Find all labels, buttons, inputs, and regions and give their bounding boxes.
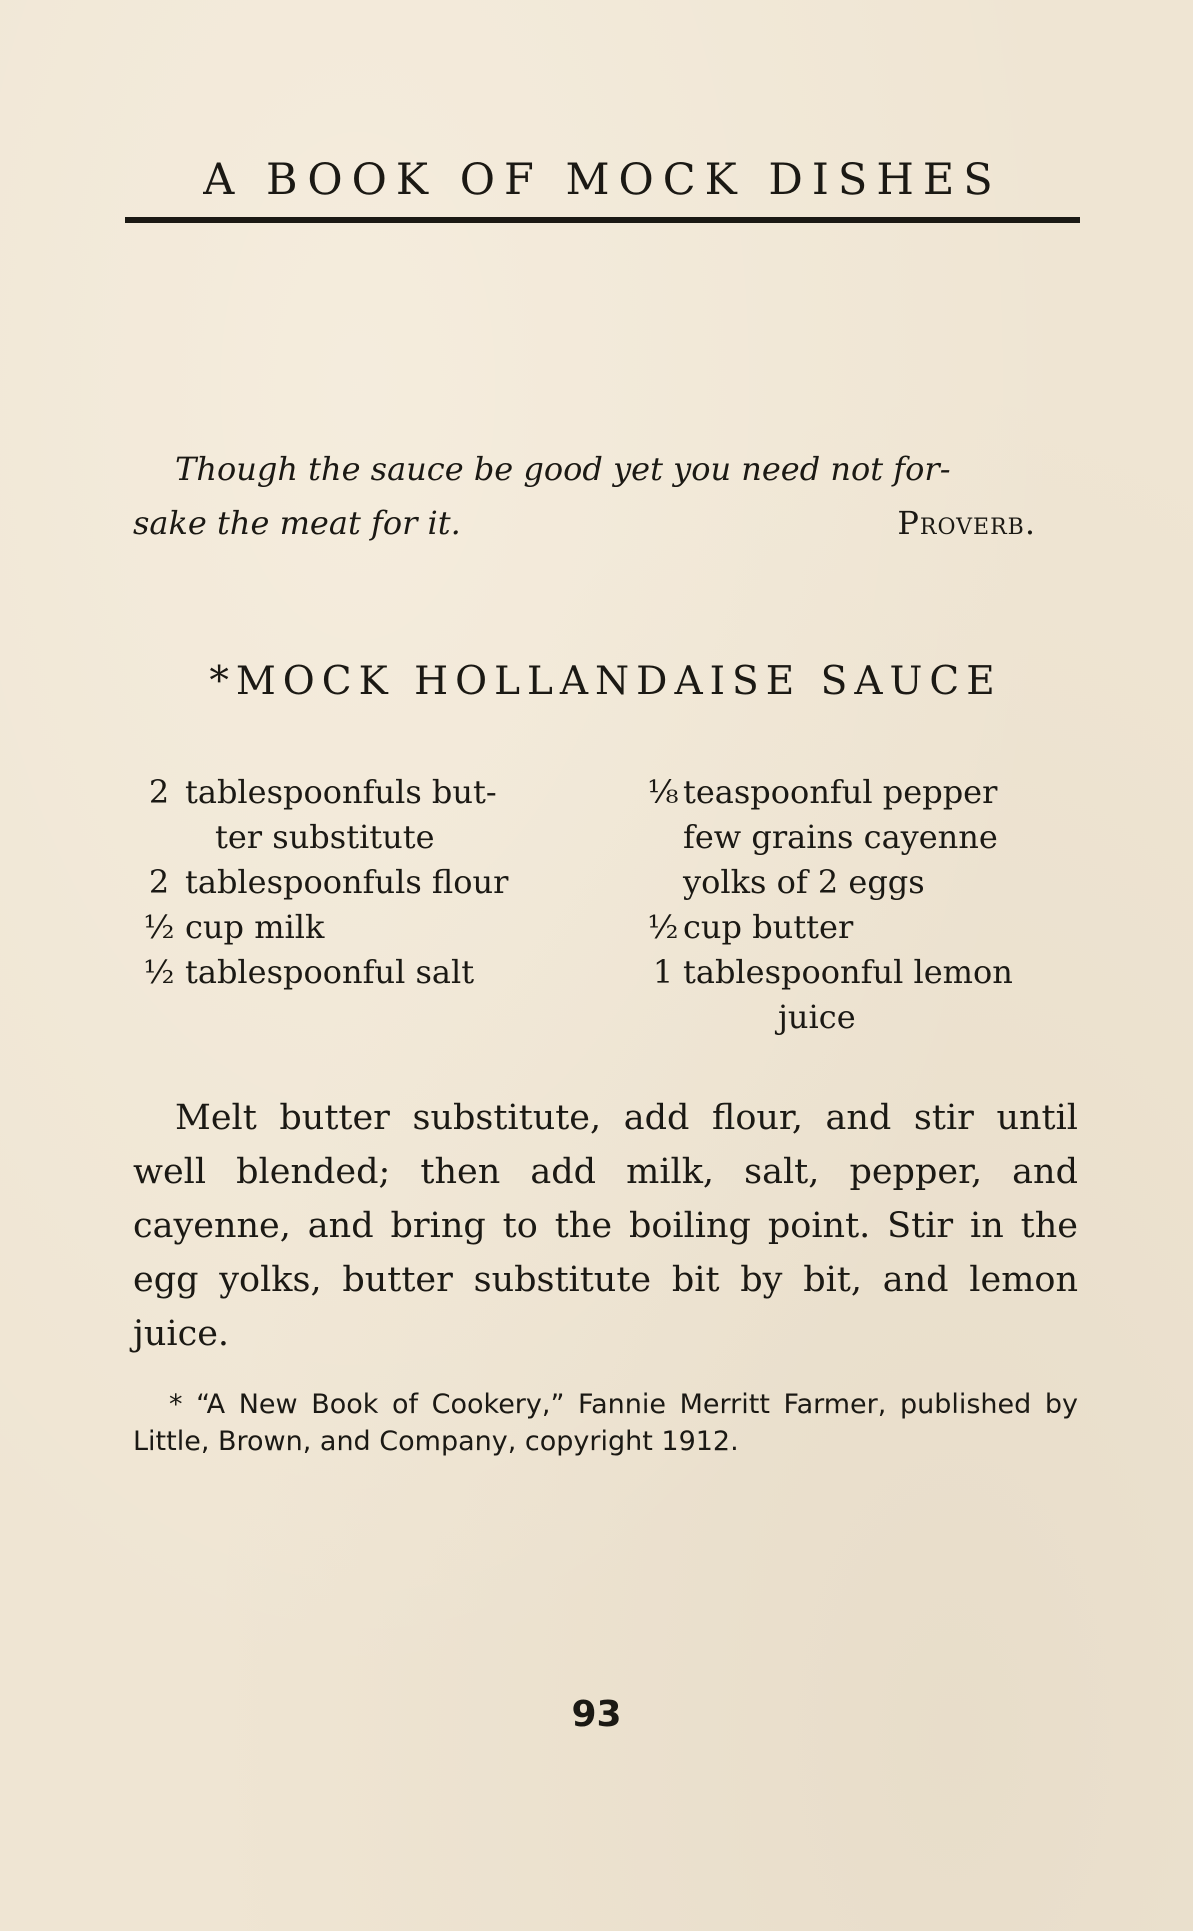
ingredient-text [683,950,1088,1040]
ingredient-item [643,815,1088,860]
ingredient-name: tablespoonfuls flour [185,863,509,901]
ingredient-name: cup butter [683,908,854,946]
epigraph-line-1: Though the sauce be good yet you need not for- [175,450,951,488]
recipe-title: *MOCK HOLLANDAISE SAUCE [209,659,1002,704]
ingredient-item [643,860,1088,905]
ingredients-left-column [133,770,573,995]
ingredient-quantity: ½ [143,908,175,946]
recipe-method: Melt butter substitute, add flour, and stir until well blended; then add milk, salt, pepper, and cayenne, and bring to the boiling point. Stir in the egg yolks, butter substitute bit by bit, and lemon juice. [133,1098,1078,1354]
ingredient-text [185,770,573,860]
ingredient-item [133,770,573,860]
running-head: A BOOK OF MOCK DISHES [203,155,1002,205]
ingredient-quantity: 1 [652,953,674,991]
ingredient-name: few grains cayenne [683,818,998,856]
ingredient-item [133,860,573,905]
epigraph-line-2-row [133,496,1078,550]
ingredient-quantity: ½ [143,953,175,991]
page-number: 93 [571,1694,622,1735]
ingredient-name: cup milk [185,908,325,946]
ingredient-quantity: 2 [148,773,170,811]
ingredient-item [133,950,573,995]
ingredient-item [643,905,1088,950]
ingredient-item [133,905,573,950]
ingredient-name: tablespoonfuls but- [185,773,497,811]
ingredient-quantity: 2 [148,863,170,901]
ingredient-item [643,950,1088,1040]
epigraph-line-2: sake the meat for it. [133,504,461,542]
epigraph [133,442,1078,550]
ingredient-name: yolks of 2 eggs [683,863,925,901]
ingredient-name-continued: juice [778,998,856,1036]
footnote: * “A New Book of Cookery,” Fannie Merritt Farmer, published by Little, Brown, and Company, copyright 1912. [133,1389,1078,1457]
ingredient-quantity: ½ [647,908,679,946]
ingredient-name: tablespoonful salt [185,953,475,991]
head-rule [125,217,1080,223]
epigraph-source: Proverb. [897,504,1036,542]
ingredient-name: teaspoonful pepper [683,773,998,811]
ingredients-right-column [643,770,1088,1040]
ingredient-item [643,770,1088,815]
ingredient-name: tablespoonful lemon [683,953,1013,991]
ingredient-name-continued: ter substitute [215,818,435,856]
ingredient-quantity: ⅛ [647,773,679,811]
